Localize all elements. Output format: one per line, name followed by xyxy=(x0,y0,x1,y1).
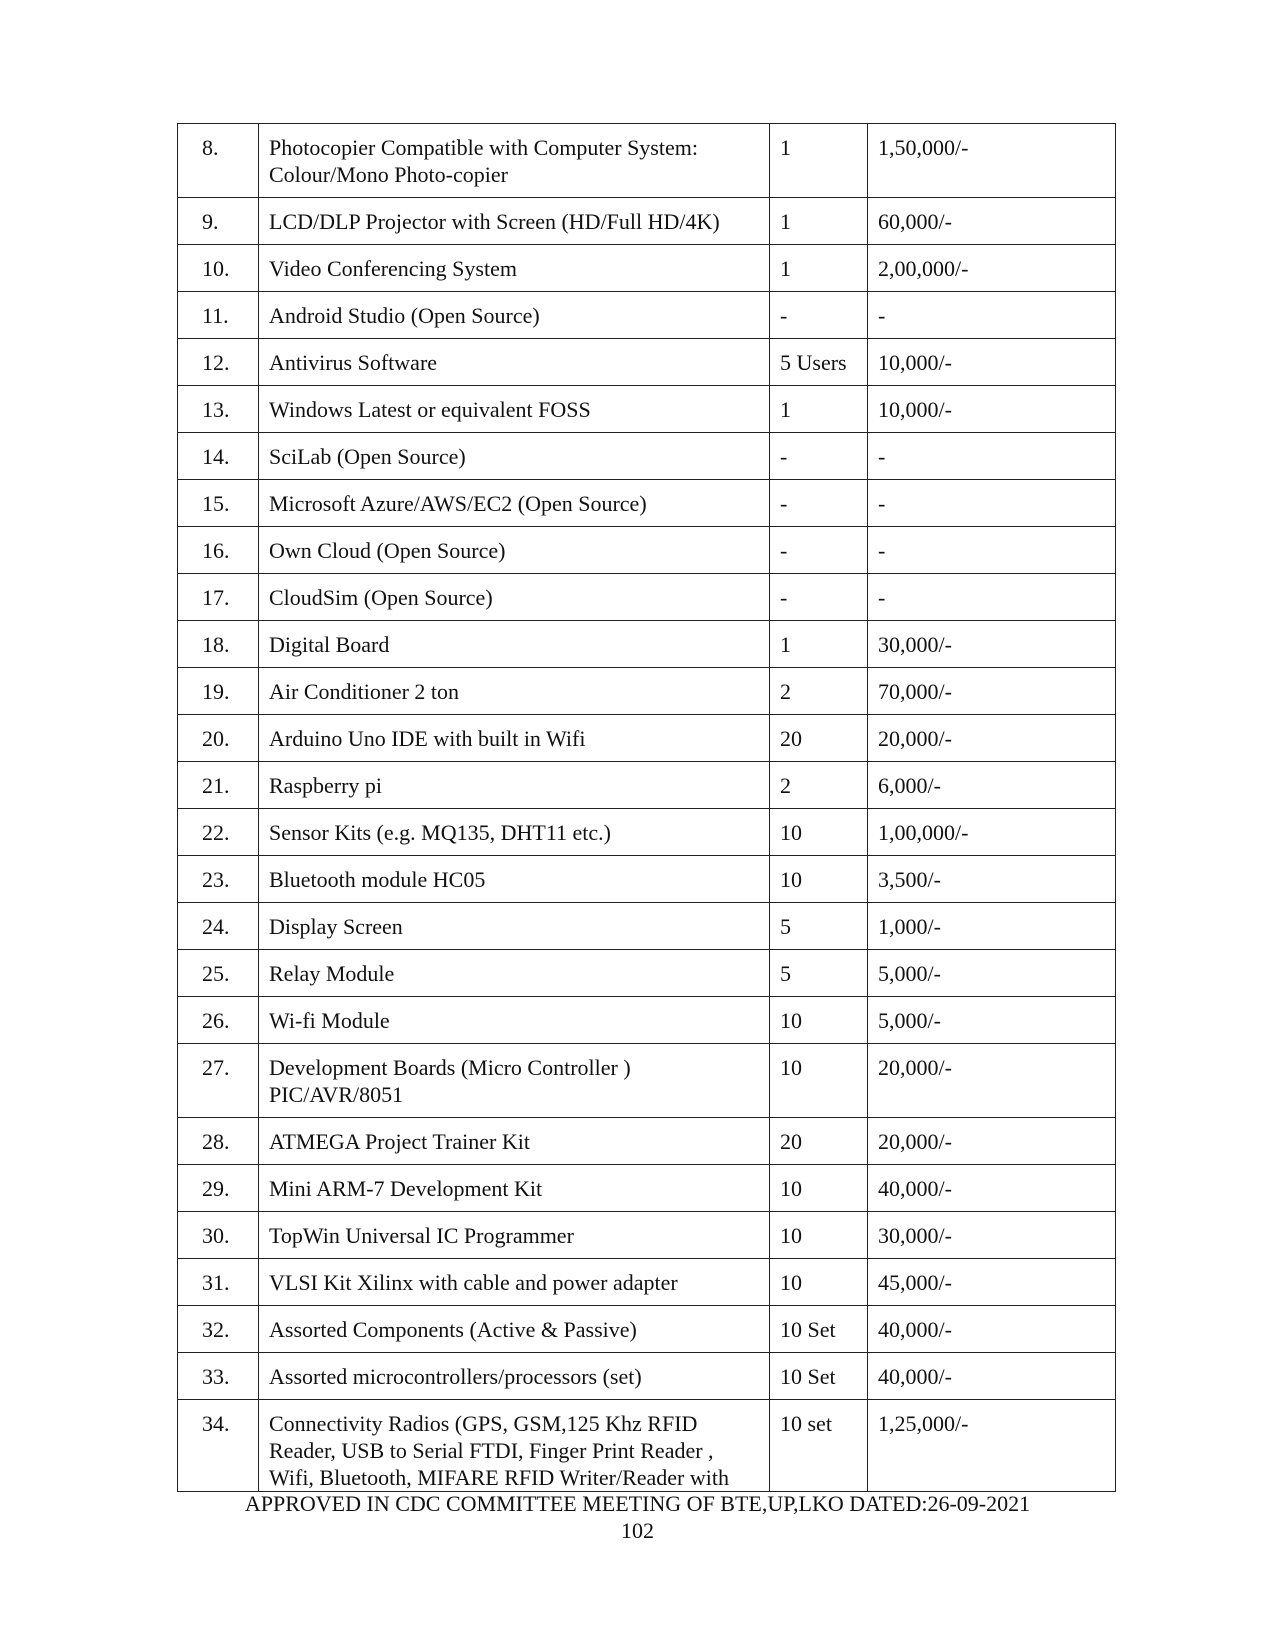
table-row xyxy=(178,715,1116,762)
cost-cell: 6,000/- xyxy=(868,762,1116,809)
page-footer xyxy=(0,1490,1275,1544)
serial-number-cell: 26. xyxy=(178,997,259,1044)
quantity-cell: 5 Users xyxy=(770,339,868,386)
table-row xyxy=(178,527,1116,574)
description-line: Microsoft Azure/AWS/EC2 (Open Source) xyxy=(269,491,647,516)
quantity-cell: - xyxy=(770,433,868,480)
description-line: Connectivity Radios (GPS, GSM,125 Khz RFID xyxy=(269,1411,698,1436)
description-line: PIC/AVR/8051 xyxy=(269,1082,404,1107)
cost-cell: 5,000/- xyxy=(868,997,1116,1044)
description-line: Android Studio (Open Source) xyxy=(269,303,540,328)
description-cell xyxy=(259,621,770,668)
description-cell xyxy=(259,198,770,245)
quantity-cell: 10 xyxy=(770,1259,868,1306)
cost-cell: 5,000/- xyxy=(868,950,1116,997)
quantity-cell: 1 xyxy=(770,124,868,198)
approval-note: APPROVED IN CDC COMMITTEE MEETING OF BTE,UP,LKO DATED:26-09-2021 xyxy=(244,1491,1031,1516)
serial-number-cell: 15. xyxy=(178,480,259,527)
description-cell xyxy=(259,1212,770,1259)
cost-cell: 10,000/- xyxy=(868,339,1116,386)
table-row xyxy=(178,245,1116,292)
quantity-cell: - xyxy=(770,527,868,574)
quantity-cell: 20 xyxy=(770,715,868,762)
table-row xyxy=(178,1212,1116,1259)
description-line: Raspberry pi xyxy=(269,773,383,798)
cost-cell: 30,000/- xyxy=(868,621,1116,668)
description-line: Arduino Uno IDE with built in Wifi xyxy=(269,726,586,751)
description-line: LCD/DLP Projector with Screen (HD/Full HD/4K) xyxy=(269,209,720,234)
description-cell xyxy=(259,762,770,809)
quantity-cell: 10 xyxy=(770,1044,868,1118)
quantity-cell: 2 xyxy=(770,668,868,715)
description-line: Assorted Components (Active & Passive) xyxy=(269,1317,637,1342)
table-row xyxy=(178,198,1116,245)
description-line: Reader, USB to Serial FTDI, Finger Print Reader , xyxy=(269,1438,714,1463)
table-row xyxy=(178,903,1116,950)
description-line: Antivirus Software xyxy=(269,350,438,375)
description-line: Bluetooth module HC05 xyxy=(269,867,486,892)
cost-cell: 20,000/- xyxy=(868,715,1116,762)
description-line: TopWin Universal IC Programmer xyxy=(269,1223,574,1248)
cost-cell: 60,000/- xyxy=(868,198,1116,245)
quantity-cell: 10 xyxy=(770,1165,868,1212)
description-cell xyxy=(259,1044,770,1118)
cost-cell: 10,000/- xyxy=(868,386,1116,433)
quantity-cell: 10 xyxy=(770,997,868,1044)
quantity-cell: 10 xyxy=(770,809,868,856)
cost-cell: 1,00,000/- xyxy=(868,809,1116,856)
description-line: Photocopier Compatible with Computer System: xyxy=(269,135,698,160)
cost-cell: 3,500/- xyxy=(868,856,1116,903)
serial-number-cell: 29. xyxy=(178,1165,259,1212)
table-row xyxy=(178,1353,1116,1400)
description-cell xyxy=(259,574,770,621)
serial-number-cell: 8. xyxy=(178,124,259,198)
cost-cell: 40,000/- xyxy=(868,1353,1116,1400)
serial-number-cell: 20. xyxy=(178,715,259,762)
quantity-cell: 1 xyxy=(770,386,868,433)
cost-cell: 40,000/- xyxy=(868,1306,1116,1353)
quantity-cell: 2 xyxy=(770,762,868,809)
description-line: Sensor Kits (e.g. MQ135, DHT11 etc.) xyxy=(269,820,611,845)
table-row xyxy=(178,292,1116,339)
description-cell xyxy=(259,809,770,856)
description-cell xyxy=(259,1353,770,1400)
description-line: Development Boards (Micro Controller ) xyxy=(269,1055,631,1080)
table-row xyxy=(178,762,1116,809)
table-row xyxy=(178,809,1116,856)
cost-cell: 1,50,000/- xyxy=(868,124,1116,198)
description-line: Windows Latest or equivalent FOSS xyxy=(269,397,591,422)
table-row xyxy=(178,997,1116,1044)
description-line: Colour/Mono Photo-copier xyxy=(269,162,508,187)
serial-number-cell: 30. xyxy=(178,1212,259,1259)
serial-number-cell: 33. xyxy=(178,1353,259,1400)
table-row xyxy=(178,1044,1116,1118)
description-line: Air Conditioner 2 ton xyxy=(269,679,460,704)
cost-cell: - xyxy=(868,527,1116,574)
description-cell xyxy=(259,668,770,715)
description-cell xyxy=(259,527,770,574)
serial-number-cell: 16. xyxy=(178,527,259,574)
description-line: Own Cloud (Open Source) xyxy=(269,538,506,563)
quantity-cell: 1 xyxy=(770,621,868,668)
description-line: Assorted microcontrollers/processors (set) xyxy=(269,1364,642,1389)
description-line: Mini ARM-7 Development Kit xyxy=(269,1176,543,1201)
description-cell xyxy=(259,856,770,903)
table-row xyxy=(178,386,1116,433)
description-cell xyxy=(259,950,770,997)
cost-cell: 45,000/- xyxy=(868,1259,1116,1306)
cost-cell: 30,000/- xyxy=(868,1212,1116,1259)
description-cell xyxy=(259,1165,770,1212)
description-cell xyxy=(259,1118,770,1165)
description-cell xyxy=(259,715,770,762)
serial-number-cell: 34. xyxy=(178,1400,259,1492)
cost-cell: 1,25,000/- xyxy=(868,1400,1116,1492)
description-cell xyxy=(259,433,770,480)
table-row xyxy=(178,433,1116,480)
description-line: Display Screen xyxy=(269,914,403,939)
serial-number-cell: 22. xyxy=(178,809,259,856)
table-row xyxy=(178,950,1116,997)
description-cell xyxy=(259,1400,770,1492)
quantity-cell: 10 set xyxy=(770,1400,868,1492)
quantity-cell: 10 Set xyxy=(770,1306,868,1353)
serial-number-cell: 9. xyxy=(178,198,259,245)
table-row xyxy=(178,1306,1116,1353)
description-cell xyxy=(259,480,770,527)
table-row xyxy=(178,339,1116,386)
equipment-table xyxy=(177,123,1116,1492)
serial-number-cell: 31. xyxy=(178,1259,259,1306)
serial-number-cell: 21. xyxy=(178,762,259,809)
quantity-cell: 5 xyxy=(770,950,868,997)
quantity-cell: 20 xyxy=(770,1118,868,1165)
description-cell xyxy=(259,245,770,292)
description-cell xyxy=(259,339,770,386)
serial-number-cell: 13. xyxy=(178,386,259,433)
serial-number-cell: 23. xyxy=(178,856,259,903)
cost-cell: 70,000/- xyxy=(868,668,1116,715)
cost-cell: - xyxy=(868,574,1116,621)
cost-cell: 1,000/- xyxy=(868,903,1116,950)
table-row xyxy=(178,480,1116,527)
description-line: Wifi, Bluetooth, MIFARE RFID Writer/Reader with xyxy=(269,1465,729,1490)
table-row xyxy=(178,124,1116,198)
description-cell xyxy=(259,997,770,1044)
description-line: CloudSim (Open Source) xyxy=(269,585,493,610)
table-row xyxy=(178,1165,1116,1212)
cost-cell: 20,000/- xyxy=(868,1118,1116,1165)
quantity-cell: - xyxy=(770,480,868,527)
description-cell xyxy=(259,124,770,198)
serial-number-cell: 27. xyxy=(178,1044,259,1118)
serial-number-cell: 32. xyxy=(178,1306,259,1353)
cost-cell: 20,000/- xyxy=(868,1044,1116,1118)
serial-number-cell: 18. xyxy=(178,621,259,668)
table-row xyxy=(178,621,1116,668)
description-line: VLSI Kit Xilinx with cable and power adapter xyxy=(269,1270,678,1295)
serial-number-cell: 17. xyxy=(178,574,259,621)
quantity-cell: 5 xyxy=(770,903,868,950)
cost-cell: - xyxy=(868,433,1116,480)
quantity-cell: - xyxy=(770,574,868,621)
page-number: 102 xyxy=(621,1518,654,1543)
description-cell xyxy=(259,292,770,339)
serial-number-cell: 10. xyxy=(178,245,259,292)
quantity-cell: 1 xyxy=(770,198,868,245)
table-row xyxy=(178,856,1116,903)
description-cell xyxy=(259,903,770,950)
description-cell xyxy=(259,1306,770,1353)
serial-number-cell: 25. xyxy=(178,950,259,997)
serial-number-cell: 28. xyxy=(178,1118,259,1165)
quantity-cell: 10 Set xyxy=(770,1353,868,1400)
description-line: ATMEGA Project Trainer Kit xyxy=(269,1129,530,1154)
equipment-table-body xyxy=(178,124,1116,1492)
description-line: Relay Module xyxy=(269,961,395,986)
description-cell xyxy=(259,386,770,433)
table-row xyxy=(178,1259,1116,1306)
table-row xyxy=(178,1400,1116,1492)
quantity-cell: 1 xyxy=(770,245,868,292)
table-row xyxy=(178,668,1116,715)
table-row xyxy=(178,1118,1116,1165)
description-line: SciLab (Open Source) xyxy=(269,444,466,469)
cost-cell: - xyxy=(868,480,1116,527)
serial-number-cell: 12. xyxy=(178,339,259,386)
serial-number-cell: 24. xyxy=(178,903,259,950)
quantity-cell: - xyxy=(770,292,868,339)
description-line: Video Conferencing System xyxy=(269,256,517,281)
table-row xyxy=(178,574,1116,621)
serial-number-cell: 19. xyxy=(178,668,259,715)
cost-cell: 2,00,000/- xyxy=(868,245,1116,292)
description-cell xyxy=(259,1259,770,1306)
cost-cell: - xyxy=(868,292,1116,339)
description-line: Wi-fi Module xyxy=(269,1008,390,1033)
cost-cell: 40,000/- xyxy=(868,1165,1116,1212)
quantity-cell: 10 xyxy=(770,1212,868,1259)
quantity-cell: 10 xyxy=(770,856,868,903)
description-line: Digital Board xyxy=(269,632,390,657)
serial-number-cell: 14. xyxy=(178,433,259,480)
serial-number-cell: 11. xyxy=(178,292,259,339)
